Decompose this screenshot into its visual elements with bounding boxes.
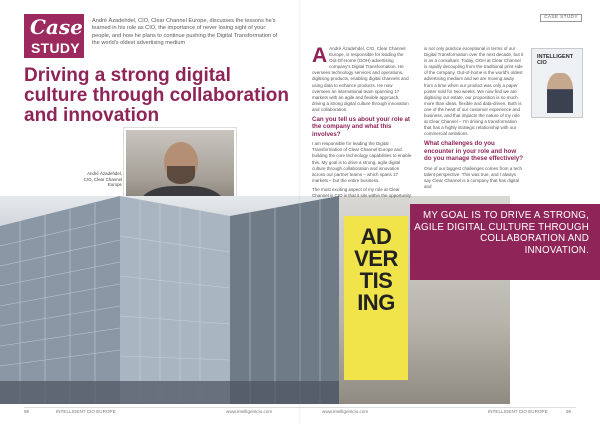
right-footer-brand: INTELLIGENT CIO EUROPE xyxy=(488,409,548,414)
answer-1-continued: is not only practice exceptional in terms of our Digital Transformation over the next decade, but it is as a consultant. Today, OOH at Clear Channel is rapidly decoupling from the traditional print side of the company. Out-of-home is the world's oldest advertising medium and we are moving away from a time when our product was only a paper poster sold for two weeks. We now find we are digitising our estate, our proposition is so much more than ideas, flexible and data-driven. Both is one of the heart of our customer experience and business, and that impacts the nature of my role at Clear Channel – I'm driving a transformation that has a highly strategic relationship with our commercial ambitions. xyxy=(424,46,524,137)
magazine-cover-thumbnail xyxy=(531,48,583,118)
body-column-1 xyxy=(312,46,412,202)
page-headline: Driving a strong digital culture through collaboration and innovation xyxy=(24,65,289,126)
body-column-2 xyxy=(424,46,524,193)
spread-gutter xyxy=(299,0,301,424)
drop-cap: A xyxy=(312,44,328,67)
photo-caption: André Äzadehdel, CIO, Clear Channel Europe xyxy=(83,171,122,188)
poster-text: AD VER TIS ING xyxy=(354,224,398,315)
buildings-graphic xyxy=(0,196,339,404)
answer-2-paragraph: One of our biggest challenges comes from a tech talent perspective. This was true, and I always say Clear Channel is a company that has digital and xyxy=(424,165,523,189)
standfirst: André Äzadehdel, CIO, Clear Channel Europe, discusses the lessons he's learned in his role as CIO, the importance of never losing sight of your people, and how he plans to continue pushing the Digital Transformation of the world's oldest advertising medium xyxy=(92,18,278,47)
portrait-beard xyxy=(167,166,195,184)
pull-quote: MY GOAL IS TO DRIVE A STRONG, AGILE DIGITAL CULTURE THROUGH COLLABORATION AND INNOVATION. xyxy=(414,210,589,256)
question-2: What challenges do you encounter in your role and how do you manage these effectively? xyxy=(424,140,524,163)
question-1: Can you tell us about your role at the company and what this involves? xyxy=(312,116,410,138)
badge-line2: STUDY xyxy=(31,40,80,56)
right-footer-url: www.intelligentcio.com xyxy=(322,409,369,414)
section-tag: CASE STUDY xyxy=(544,15,578,20)
intro-paragraph: A André Äzadehdel, CIO, Clear Channel Europe, is responsible for leading the Out-Of-Home (OOH) advertising company's Digital Transformation. He oversees technology services and operations, digitising products, enabling digital channels and using data to enhance products. He now oversees an international team spanning 17 markets with an agile and flexible approach, driving a strong digital culture through innovation and collaboration. xyxy=(312,44,409,112)
case-study-badge xyxy=(24,14,84,58)
badge-line1: Case xyxy=(30,15,83,39)
cover-title: INTELLIGENT CIO xyxy=(537,54,574,66)
left-footer-brand: INTELLIGENT CIO EUROPE xyxy=(56,409,116,414)
left-footer-url: www.intelligentcio.com xyxy=(226,409,273,414)
right-page-number: 99 xyxy=(566,409,572,414)
answer-1-paragraph-1: I am responsible for leading the Digital Transformation of Clear Channel Europe and building the core technology capabilities to enable this. My goal is to drive a strong, agile digital culture through collaboration and innovation across our partner teams – which spans 17 markets – but the entire business. xyxy=(312,141,412,183)
left-page-number: 98 xyxy=(24,409,30,414)
answer-1-paragraph-2: The most exciting aspect of my role at Clear Channel is CIO is that it sits within the opportunity xyxy=(312,186,412,198)
cover-portrait xyxy=(547,73,573,113)
buildings-photo xyxy=(0,196,339,404)
